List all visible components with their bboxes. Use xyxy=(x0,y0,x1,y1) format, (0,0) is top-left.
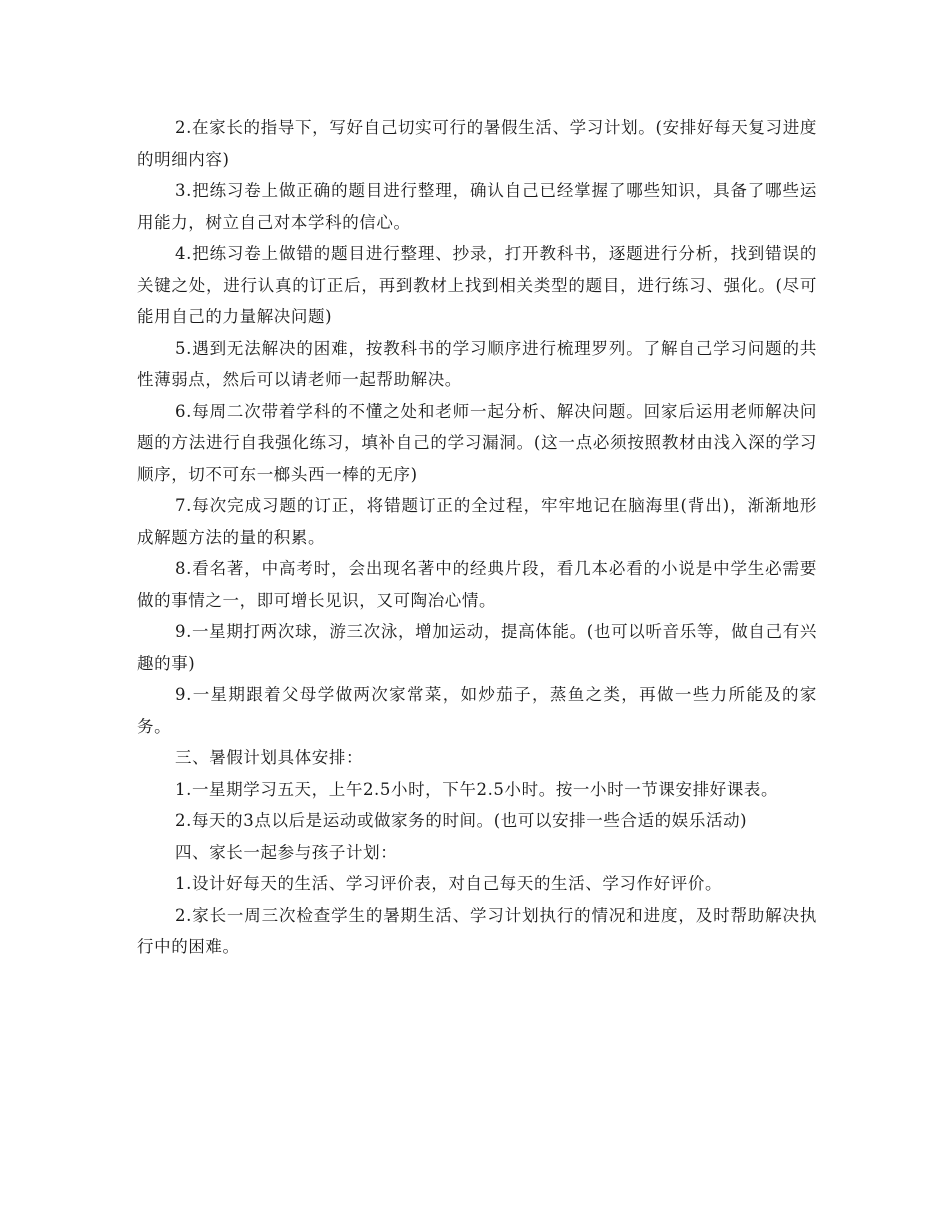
paragraph-item-9-sports: 9.一星期打两次球，游三次泳，增加运动，提高体能。(也可以听音乐等，做自己有兴趣的事) xyxy=(137,622,817,673)
section-heading-parents: 四、家长一起参与孩子计划： xyxy=(175,842,398,862)
paragraph-item-4-review-errors: 4.把练习卷上做错的题目进行整理、抄录，打开教科书，逐题进行分析，找到错误的关键之处，进行认真的订正后，再到教材上找到相关类型的题目，进行练习、强化。(尽可能用自己的力量解决问题) xyxy=(137,244,817,326)
paragraph-item-7-corrections: 7.每次完成习题的订正，将错题订正的全过程，牢牢地记在脑海里(背出)，渐渐地形成解题方法的量的积累。 xyxy=(137,496,817,547)
paragraph-item-3-review-correct: 3.把练习卷上做正确的题目进行整理，确认自己已经掌握了哪些知识，具备了哪些运用能力，树立自己对本学科的信心。 xyxy=(137,181,817,232)
paragraph-schedule-1: 1.一星期学习五天，上午2.5小时，下午2.5小时。按一小时一节课安排好课表。 xyxy=(175,779,779,799)
paragraph-item-9-cooking: 9.一星期跟着父母学做两次家常菜，如炒茄子，蒸鱼之类，再做一些力所能及的家务。 xyxy=(137,685,817,736)
paragraph-schedule-2: 2.每天的3点以后是运动或做家务的时间。(也可以安排一些合适的娱乐活动) xyxy=(175,811,748,830)
paragraph-item-6-with-teacher: 6.每周二次带着学科的不懂之处和老师一起分析、解决问题。回家后运用老师解决问题的方法进行自我强化练习，填补自己的学习漏洞。(这一点必须按照教材由浅入深的学习顺序，切不可东一榔头西一棒的无序) xyxy=(137,401,817,484)
document-page xyxy=(137,112,817,963)
paragraph-item-8-classics: 8.看名著，中高考时，会出现名著中的经典片段，看几本必看的小说是中学生必需要做的事情之一，即可增长见识，又可陶冶心情。 xyxy=(137,559,817,610)
section-heading-schedule: 三、暑假计划具体安排： xyxy=(175,748,364,767)
paragraph-item-2-plan: 2.在家长的指导下，写好自己切实可行的暑假生活、学习计划。(安排好每天复习进度的明细内容) xyxy=(137,118,817,169)
paragraph-parents-2: 2.家长一周三次检查学生的暑期生活、学习计划执行的情况和进度，及时帮助解决执行中的困难。 xyxy=(137,905,817,956)
paragraph-parents-1: 1.设计好每天的生活、学习评价表，对自己每天的生活、学习作好评价。 xyxy=(175,874,723,893)
paragraph-item-5-difficulties: 5.遇到无法解决的困难，按教科书的学习顺序进行梳理罗列。了解自己学习问题的共性薄弱点，然后可以请老师一起帮助解决。 xyxy=(137,338,817,389)
